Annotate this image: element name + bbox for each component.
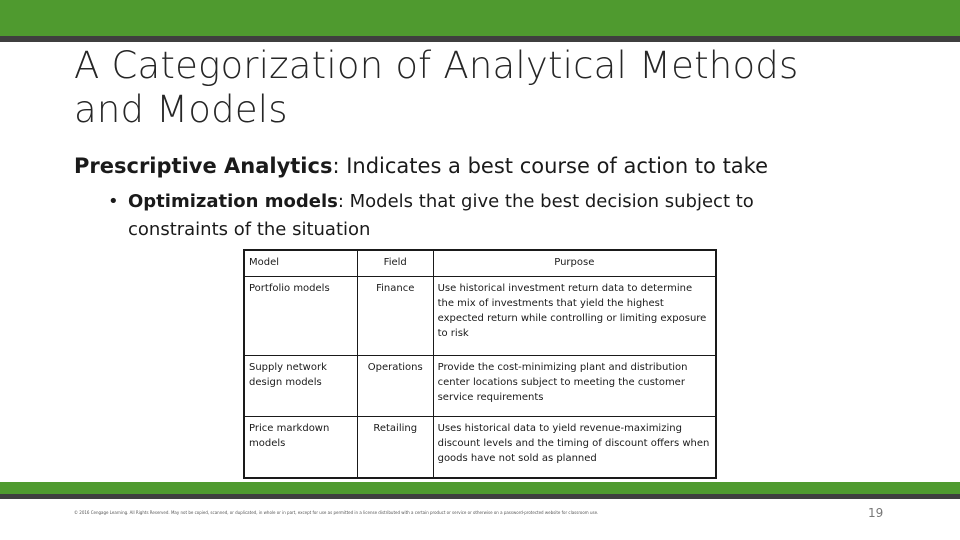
table-header-row [244, 250, 716, 277]
header-field: Field [357, 250, 433, 277]
subtitle-definition: : Indicates a best course of action to take [332, 154, 768, 178]
cell-purpose: Uses historical data to yield revenue-maximizing discount levels and the timing of discount offers when goods have not sold as planned [433, 417, 716, 479]
table-row [244, 417, 716, 479]
bullet-text [128, 188, 808, 244]
cell-field: Operations [357, 356, 433, 417]
table-row [244, 356, 716, 417]
bullet-icon: • [108, 191, 119, 212]
subtitle [74, 152, 768, 180]
table-row [244, 277, 716, 356]
bottom-dark-rule [0, 494, 960, 499]
top-dark-rule [0, 36, 960, 42]
bottom-green-band [0, 482, 960, 494]
subtitle-term: Prescriptive Analytics [74, 154, 333, 178]
slide-title: A Categorization of Analytical Methods and Models [74, 44, 799, 131]
top-green-band [0, 0, 960, 36]
models-table [243, 249, 717, 479]
cell-model: Price markdown models [244, 417, 357, 479]
page-number: 19 [868, 506, 884, 520]
header-model: Model [244, 250, 357, 277]
cell-field: Finance [357, 277, 433, 356]
cell-model: Supply network design models [244, 356, 357, 417]
copyright-notice: © 2016 Cengage Learning. All Rights Reserved. May not be copied, scanned, or duplicated, in whole or in part, except for use as permitted in a license distributed with a certain product or service or otherwise on a password-protected website for classroom use. [74, 510, 599, 515]
cell-purpose: Provide the cost-minimizing plant and distribution center locations subject to meeting the customer service requirements [433, 356, 716, 417]
bullet-item [108, 188, 808, 244]
cell-model: Portfolio models [244, 277, 357, 356]
cell-purpose: Use historical investment return data to determine the mix of investments that yield the highest expected return while controlling or limiting exposure to risk [433, 277, 716, 356]
cell-field: Retailing [357, 417, 433, 479]
bullet-definition: : Models that give the best decision subject to constraints of the situation [128, 191, 754, 240]
header-purpose: Purpose [433, 250, 716, 277]
bullet-term: Optimization models [128, 191, 338, 212]
